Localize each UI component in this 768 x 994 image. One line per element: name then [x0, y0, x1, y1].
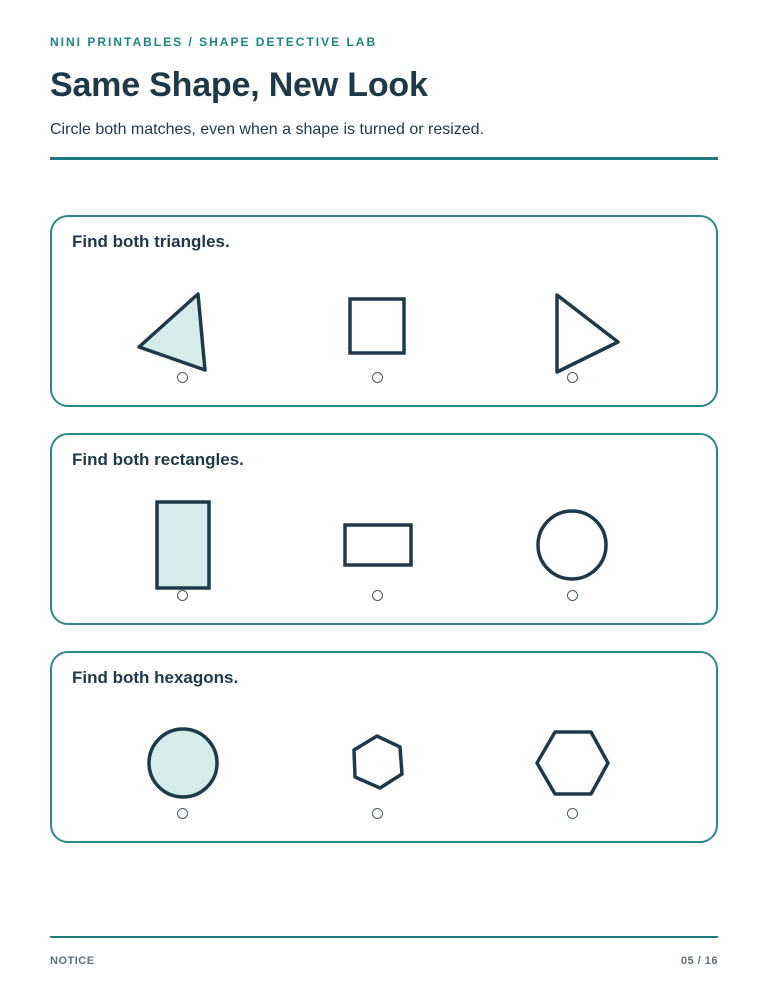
header-rule: [50, 157, 718, 160]
option-2: [317, 708, 437, 818]
triangle-right-pointing-icon: [512, 272, 632, 382]
question-card-triangles: [50, 215, 718, 407]
option-2-radio[interactable]: [372, 590, 383, 601]
footer-label: NOTICE: [50, 955, 95, 967]
circle-icon: [512, 490, 632, 600]
question-card-hexagons: [50, 651, 718, 843]
option-1: [122, 490, 242, 600]
tall-rectangle-icon: [122, 490, 242, 600]
option-1-radio[interactable]: [177, 590, 188, 601]
footer-rule: [50, 936, 718, 938]
question-title: Find both triangles.: [72, 232, 230, 251]
option-1: [122, 708, 242, 818]
page-number: 05 / 16: [680, 955, 718, 967]
question-card-rectangles: [50, 433, 718, 625]
option-3-radio[interactable]: [567, 372, 578, 383]
option-2-radio[interactable]: [372, 372, 383, 383]
page-title: Same Shape, New Look: [50, 66, 428, 104]
option-3-radio[interactable]: [567, 808, 578, 819]
option-1: [122, 272, 242, 382]
option-2: [317, 272, 437, 382]
option-2: [317, 490, 437, 600]
page-subtitle: Circle both matches, even when a shape is turned or resized.: [50, 121, 485, 138]
wide-rectangle-icon: [317, 490, 437, 600]
option-3: [512, 708, 632, 818]
option-3: [512, 490, 632, 600]
triangle-tilted-icon: [122, 272, 242, 382]
option-1-radio[interactable]: [177, 372, 188, 383]
option-3: [512, 272, 632, 382]
question-title: Find both hexagons.: [72, 668, 239, 687]
eyebrow-label: NINI PRINTABLES / SHAPE DETECTIVE LAB: [50, 35, 378, 49]
small-hexagon-icon: [317, 708, 437, 818]
question-title: Find both rectangles.: [72, 450, 244, 469]
option-3-radio[interactable]: [567, 590, 578, 601]
wide-hexagon-icon: [512, 708, 632, 818]
square-icon: [317, 272, 437, 382]
option-2-radio[interactable]: [372, 808, 383, 819]
circle-icon: [122, 708, 242, 818]
option-1-radio[interactable]: [177, 808, 188, 819]
